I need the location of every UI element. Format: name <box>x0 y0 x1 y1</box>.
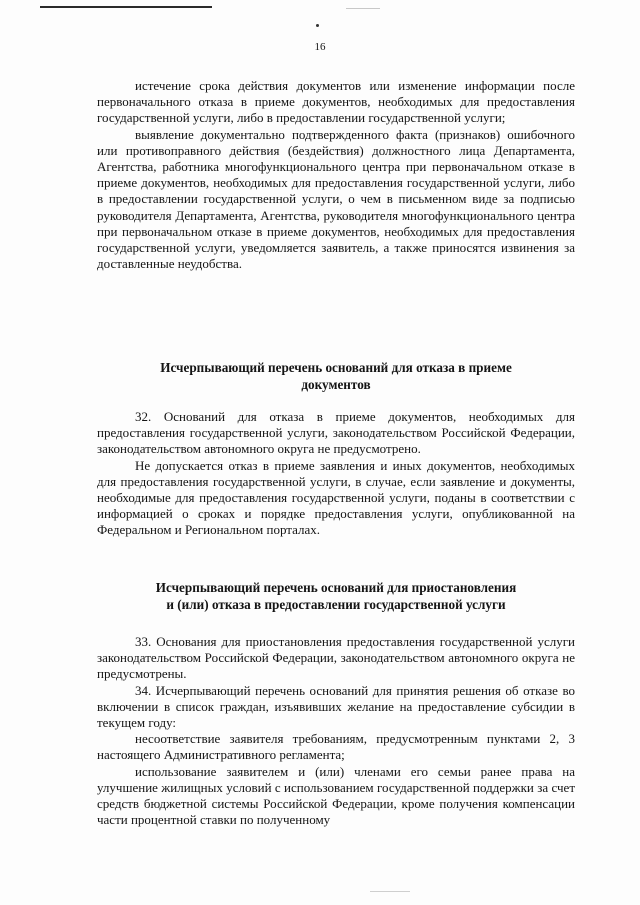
refusal-documents-section <box>97 409 575 539</box>
scan-artifact-dot <box>316 24 319 27</box>
paragraph: 32. Оснований для отказа в приеме документов, необходимых для предоставления государственной услуги, законодательством Российской Федерации, законодательством автономного округа не предусмотрено. <box>97 409 575 457</box>
intro-section <box>97 78 575 272</box>
scan-artifact-line <box>40 6 212 8</box>
heading-line: Исчерпывающий перечень оснований для приостановления <box>155 580 517 595</box>
section-heading-refusal-documents <box>97 359 575 393</box>
suspension-section <box>97 634 575 828</box>
paragraph: использование заявителем и (или) членами его семьи ранее права на улучшение жилищных условий с использованием государственной поддержки за счет средств бюджетной системы Российской Федерации, кроме получения компенсации части процентной ставки по полученному <box>97 763 575 828</box>
paragraph: 34. Исчерпывающий перечень оснований для принятия решения об отказе во включении в список граждан, изъявивших желание на предоставление субсидии в текущем году: <box>97 682 575 731</box>
scan-artifact-mark <box>346 8 380 9</box>
heading-line: документов <box>301 377 371 392</box>
paragraph: истечение срока действия документов или изменение информации после первоначального отказа в приеме документов, необходимых для предоставления государственной услуги, либо в предоставлении государственной услуги; <box>97 78 575 126</box>
paragraph: 33. Основания для приостановления предоставления государственной услуги законодательством Российской Федерации, законодательством автономного округа не предусмотрены. <box>97 634 575 682</box>
scan-artifact-mark <box>370 891 410 892</box>
paragraph: Не допускается отказ в приеме заявления и иных документов, необходимых для предоставления государственной услуги, в случае, если заявление и документы, необходимые для предоставления государственной услуги, поданы в соответствии с информацией о сроках и порядке предоставления услуги, опубликованной на Федеральном и Региональном порталах. <box>97 457 575 538</box>
heading-line: Исчерпывающий перечень оснований для отказа в приеме <box>160 360 512 375</box>
paragraph: несоответствие заявителя требованиям, предусмотренным пунктами 2, 3 настоящего Административного регламента; <box>97 731 575 763</box>
section-heading-suspension <box>97 579 575 613</box>
paragraph: выявление документально подтвержденного факта (признаков) ошибочного или противоправного действия (бездействия) должностного лица Департамента, Агентства, работника многофункционального центра при первоначальном отказе в приеме документов, необходимых для предоставления государственной услуги, либо в предоставлении государственной услуги, о чем в письменном виде за подписью руководителя Департамента, Агентства, руководителя многофункционального центра при первоначальном отказе в приеме документов, необходимых для предоставления государственной услуги, уведомляется заявитель, а также приносятся извинения за доставленные неудобства. <box>97 126 575 272</box>
page-number: 16 <box>314 41 326 53</box>
heading-line: и (или) отказа в предоставлении государственной услуги <box>166 597 506 612</box>
